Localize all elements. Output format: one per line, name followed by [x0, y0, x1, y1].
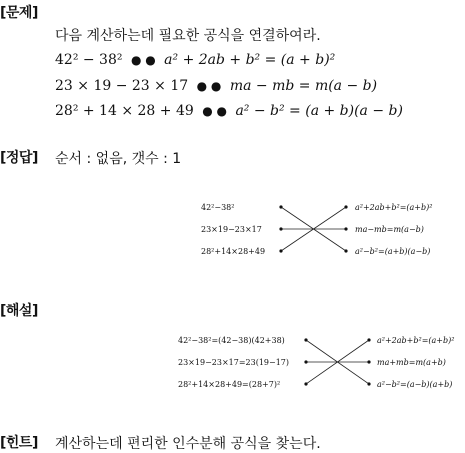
connector-dot — [279, 249, 282, 252]
problem-row-1 — [55, 52, 335, 68]
problem-tag: [문제] — [0, 5, 38, 21]
answer-matching-diagram — [195, 195, 450, 260]
explanation-left-item-1: 42²−38²=(42−38)(42+38) — [178, 336, 285, 345]
connector-dot — [304, 360, 307, 363]
connector-dot — [344, 227, 347, 230]
explanation-matching-diagram — [172, 328, 462, 393]
match-dots: ● ● — [196, 79, 222, 93]
connector-dot — [304, 338, 307, 341]
connector-dot — [304, 382, 307, 385]
connector-dot — [344, 249, 347, 252]
answer-right-item-2: ma−mb=m(a−b) — [355, 225, 424, 234]
answer-left-item-1: 42²−38² — [201, 203, 235, 212]
problem-instruction: 다음 계산하는데 필요한 공식을 연결하여라. — [55, 28, 321, 44]
problem-row-1-left: 42² − 38² — [55, 52, 123, 68]
hint-tag: [힌트] — [0, 435, 38, 451]
problem-row-3-right: a² − b² = (a + b)(a − b) — [235, 103, 403, 119]
problem-row-2-left: 23 × 19 − 23 × 17 — [55, 78, 189, 94]
explanation-left-item-3: 28²+14×28+49=(28+7)² — [178, 380, 281, 389]
match-dots: ● ● — [202, 104, 227, 118]
explanation-right-item-2: ma+mb=m(a+b) — [377, 358, 446, 367]
connector-dot — [367, 338, 370, 341]
problem-row-3-left: 28² + 14 × 28 + 49 — [55, 103, 194, 119]
problem-row-2-right: ma − mb = m(a − b) — [229, 78, 378, 94]
answer-left-item-3: 28²+14×28+49 — [201, 247, 266, 256]
answer-right-item-3: a²−b²=(a+b)(a−b) — [355, 247, 431, 256]
answer-left-item-2: 23×19−23×17 — [201, 225, 262, 234]
connector-dot — [279, 205, 282, 208]
explanation-left-item-2: 23×19−23×17=23(19−17) — [178, 358, 290, 367]
hint-text: 계산하는데 편리한 인수분해 공식을 찾는다. — [55, 436, 321, 452]
explanation-right-item-1: a²+2ab+b²=(a+b)² — [377, 336, 455, 345]
problem-row-1-right: a² + 2ab + b² = (a + b)² — [164, 52, 336, 68]
problem-row-3 — [55, 103, 403, 119]
problem-row-2 — [55, 78, 377, 94]
answer-tag: [정답] — [0, 150, 38, 166]
answer-text: 순서 : 없음, 갯수 : 1 — [55, 151, 182, 167]
connector-dot — [367, 382, 370, 385]
connector-dot — [279, 227, 282, 230]
match-dots: ● ● — [130, 53, 156, 67]
connector-dot — [367, 360, 370, 363]
connector-dot — [344, 205, 347, 208]
explanation-tag: [해설] — [0, 303, 38, 319]
explanation-right-item-3: a²−b²=(a−b)(a+b) — [377, 380, 453, 389]
answer-right-item-1: a²+2ab+b²=(a+b)² — [355, 203, 433, 212]
